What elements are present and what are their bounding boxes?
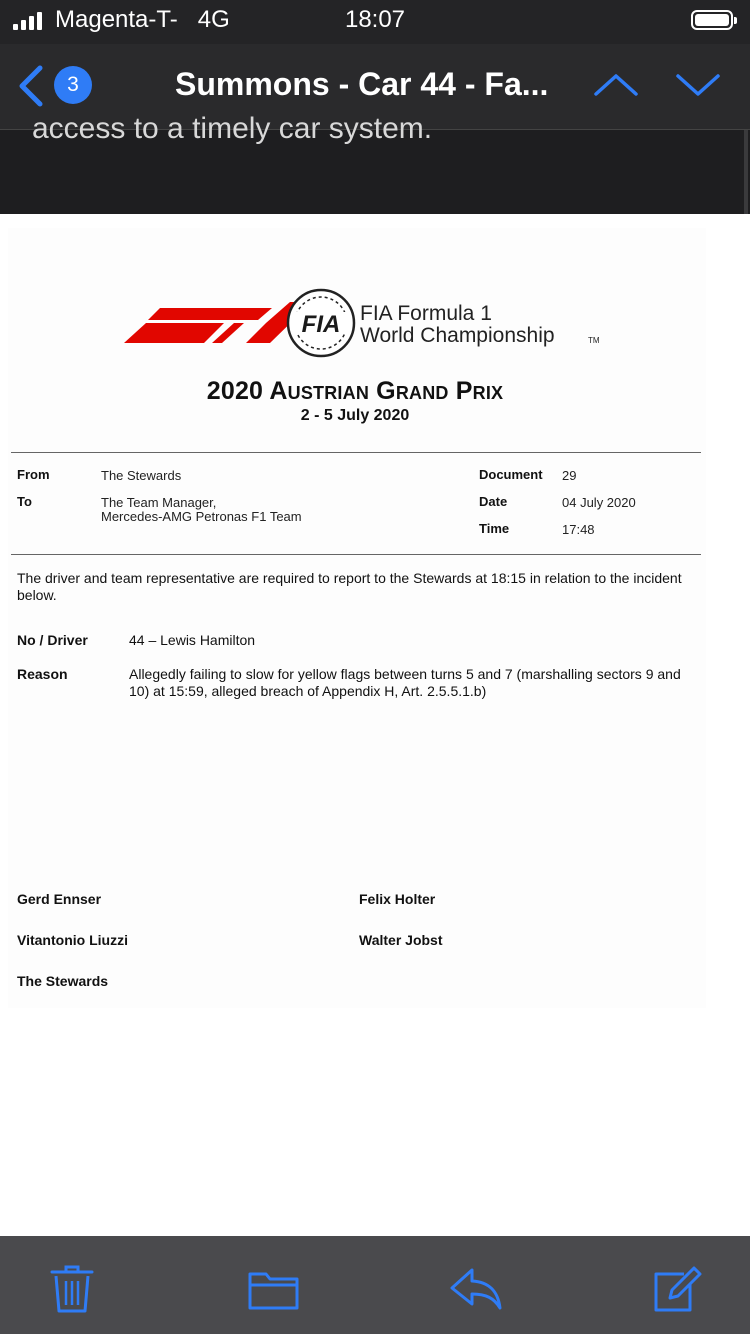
document-label: Document: [479, 467, 543, 482]
fia-logo-line1: FIA Formula 1: [360, 302, 492, 325]
next-message-button[interactable]: [674, 70, 722, 100]
email-body-partial: [0, 112, 750, 214]
document-number: 29: [562, 468, 577, 483]
compose-icon: [650, 1264, 706, 1314]
date-label: Date: [479, 494, 508, 509]
summons-intro: The driver and team representative are required to report to the Stewards at 18:15 in relation to the incident below.: [17, 570, 682, 603]
signoff: The Stewards: [17, 973, 109, 989]
steward-name: Vitantonio Liuzzi: [17, 932, 128, 948]
folder-icon: [246, 1264, 302, 1314]
event-title: 2020 Austrian Grand Prix: [206, 377, 504, 405]
reply-icon: [448, 1264, 504, 1314]
to-value-line2: Mercedes-AMG Petronas F1 Team: [101, 509, 302, 524]
date-value: 04 July 2020: [562, 495, 636, 510]
steward-name: Gerd Ennser: [17, 891, 102, 907]
status-bar: [0, 0, 750, 44]
chevron-down-icon: [674, 70, 722, 100]
unread-count-badge: 3: [54, 66, 92, 104]
from-label: From: [17, 467, 50, 482]
divider: [11, 452, 701, 453]
driver-label: No / Driver: [17, 632, 88, 648]
chevron-up-icon: [592, 70, 640, 100]
delete-button[interactable]: [44, 1264, 100, 1314]
battery-icon: [691, 10, 733, 30]
scrollbar[interactable]: [744, 130, 748, 214]
to-label: To: [17, 494, 32, 509]
reason-value: Allegedly failing to slow for yellow flags between turns 5 and 7 (marshalling sectors 9 and 10) at 15:59, alleged breach of Appendix H, Art. 2.5.5.1.b): [129, 666, 681, 699]
event-dates: 2 - 5 July 2020: [300, 407, 410, 424]
to-value-line1: The Team Manager,: [101, 495, 217, 510]
back-button[interactable]: [14, 62, 96, 108]
status-time: 18:07: [344, 6, 406, 33]
from-value: The Stewards: [101, 468, 182, 483]
email-body-text: access to a timely car system.: [32, 112, 433, 145]
trademark-mark: TM: [588, 336, 600, 345]
driver-value: 44 – Lewis Hamilton: [129, 632, 256, 648]
bottom-toolbar: [0, 1236, 750, 1334]
f1-logo-mid-stroke: [124, 323, 224, 343]
reply-button[interactable]: [448, 1264, 504, 1314]
chevron-left-icon: [16, 64, 46, 108]
reason-label: Reason: [17, 666, 68, 682]
trash-icon: [44, 1264, 100, 1314]
steward-name: Walter Jobst: [359, 932, 443, 948]
compose-button[interactable]: [650, 1264, 706, 1314]
move-to-folder-button[interactable]: [246, 1264, 302, 1314]
previous-message-button[interactable]: [592, 70, 640, 100]
time-label: Time: [479, 521, 510, 536]
message-title: Summons - Car 44 - Fa...: [175, 66, 549, 102]
f1-logo-top-stroke: [148, 308, 272, 320]
divider: [11, 554, 701, 555]
steward-name: Felix Holter: [359, 891, 436, 907]
network-type: 4G: [197, 6, 230, 33]
time-value: 17:48: [562, 522, 595, 537]
attachment-document[interactable]: [0, 214, 750, 1236]
carrier-name: Magenta-T-: [55, 6, 178, 33]
fia-logo-line2: World Championship: [360, 324, 555, 347]
fia-seal-text: FIA: [301, 311, 341, 338]
